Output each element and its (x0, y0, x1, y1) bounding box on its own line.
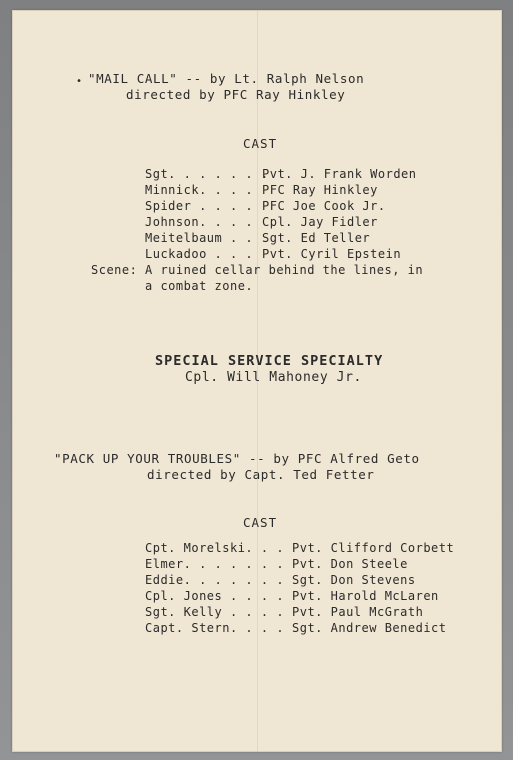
specialty-performer: Cpl. Will Mahoney Jr. (185, 370, 362, 385)
play1-cast-actor: Pvt. J. Frank Worden (262, 167, 417, 181)
play1-director: directed by PFC Ray Hinkley (126, 87, 346, 102)
play2-cast-role: Cpt. Morelski. . . (145, 541, 285, 555)
play1-cast-role: Spider . . . . (145, 199, 254, 213)
play1-scene-line: A ruined cellar behind the lines, in (145, 263, 424, 277)
play1-scene-line: a combat zone. (145, 279, 254, 293)
play2-cast-heading: CAST (243, 515, 278, 530)
program-page (12, 10, 502, 752)
specialty-title: SPECIAL SERVICE SPECIALTY (155, 353, 384, 369)
play1-cast-role: Meitelbaum . . (145, 231, 254, 245)
play2-cast-role: Sgt. Kelly . . . . (145, 605, 285, 619)
play1-cast-actor: Sgt. Ed Teller (262, 231, 371, 245)
play2-cast-role: Cpl. Jones . . . . (145, 589, 285, 603)
play2-cast-actor: Pvt. Clifford Corbett (292, 541, 455, 555)
play2-cast-actor: Sgt. Don Stevens (292, 573, 416, 587)
play1-cast-actor: PFC Ray Hinkley (262, 183, 378, 197)
play1-cast-heading: CAST (243, 136, 278, 151)
play1-cast-role: Luckadoo . . . (145, 247, 254, 261)
play2-cast-actor: Sgt. Andrew Benedict (292, 621, 447, 635)
play2-title: "PACK UP YOUR TROUBLES" -- by PFC Alfred Geto (54, 451, 420, 466)
play2-director: directed by Capt. Ted Fetter (147, 467, 375, 482)
play2-cast-role: Elmer. . . . . . . (145, 557, 285, 571)
play1-title: "MAIL CALL" -- by Lt. Ralph Nelson (88, 71, 365, 86)
play2-cast-role: Eddie. . . . . . . (145, 573, 285, 587)
play2-cast-role: Capt. Stern. . . . (145, 621, 285, 635)
ink-mark: • (76, 76, 83, 87)
play1-cast-role: Minnick. . . . (145, 183, 254, 197)
play1-cast-actor: Cpl. Jay Fidler (262, 215, 378, 229)
play1-cast-actor: PFC Joe Cook Jr. (262, 199, 386, 213)
play2-cast-actor: Pvt. Harold McLaren (292, 589, 439, 603)
play1-cast-actor: Pvt. Cyril Epstein (262, 247, 402, 261)
play2-cast-actor: Pvt. Paul McGrath (292, 605, 424, 619)
play1-cast-role: Sgt. . . . . . . (145, 167, 269, 181)
play1-scene-label: Scene: (91, 263, 138, 277)
play2-cast-actor: Pvt. Don Steele (292, 557, 408, 571)
play1-cast-role: Johnson. . . . (145, 215, 254, 229)
